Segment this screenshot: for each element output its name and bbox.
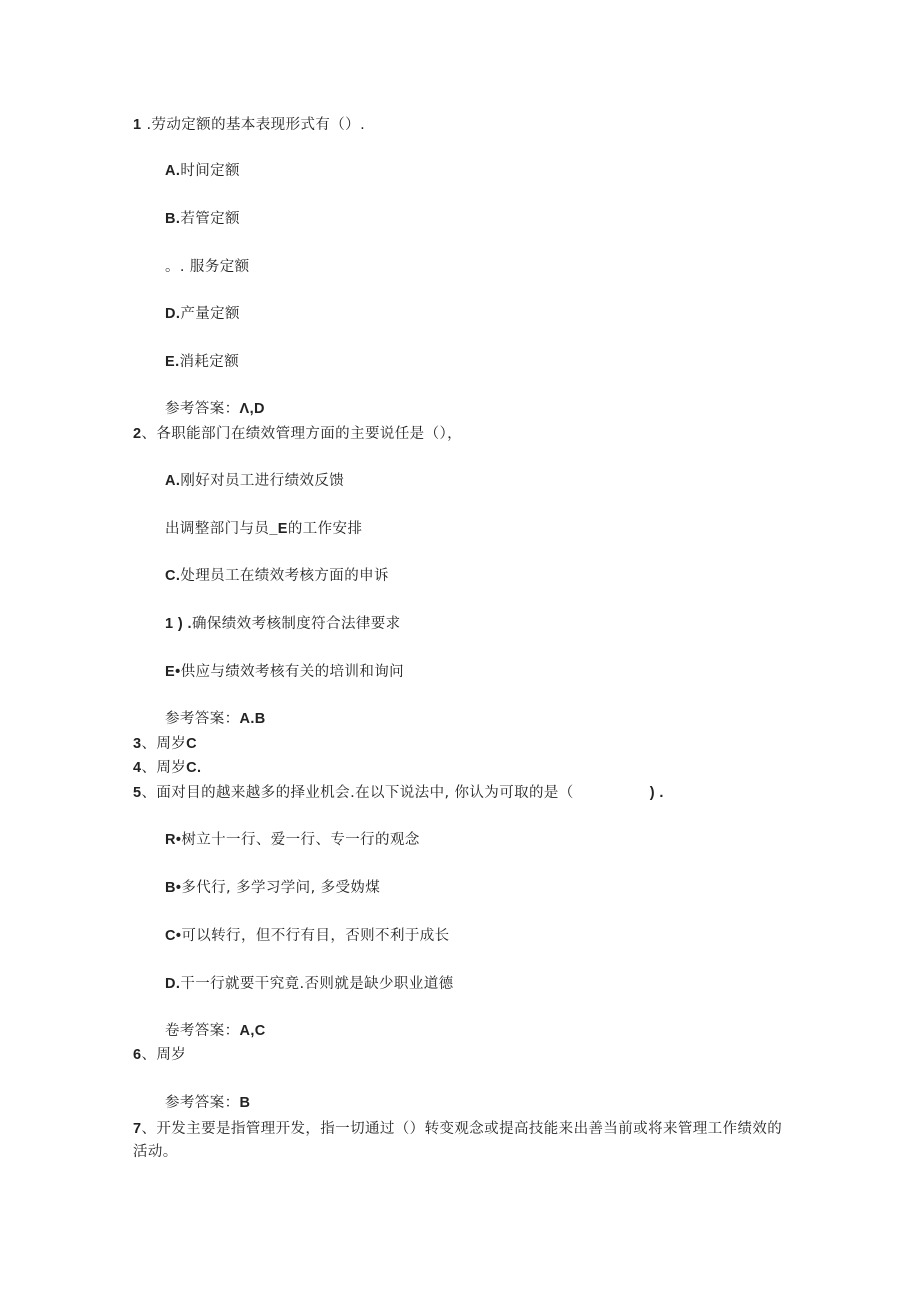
option-label: 1 ) . [165,616,192,632]
option-e [165,662,404,682]
question-number: 7 [133,1121,142,1137]
question-1 [133,115,365,135]
question-number: 1 [133,117,142,133]
option-text: 干一行就要干究竟.否则就是缺少职业道德 [180,976,454,992]
option-c [165,566,389,586]
option-text: 供应与绩效考核有关的培训和询问 [180,664,405,680]
option-label: D. [165,306,181,322]
question-number: 3 [133,736,142,752]
option-c [165,257,250,277]
question-number: 2 [133,426,142,442]
answer-label: 参考答案： [165,401,240,417]
option-c [165,926,450,946]
option-label: E• [165,664,181,680]
question-text: 、周岁 [141,760,187,776]
option-d [165,974,454,994]
option-text: 树立十一行、爱一行、专一行的观念 [181,832,420,848]
reference-answer [165,1021,266,1041]
option-b [165,519,362,539]
answer-value: A,C [239,1023,266,1039]
option-label: B• [165,880,182,896]
option-text: 产量定额 [180,306,240,322]
option-label: E. [165,354,180,370]
option-label: A. [165,163,181,179]
question-number: 4 [133,760,142,776]
question-number: 6 [133,1047,142,1063]
option-text: 若管定额 [180,211,240,227]
option-label: A. [165,473,181,489]
question-text: 、面对目的越来越多的择业机会.在以下说法中, 你认为可取的是（ [141,785,574,801]
option-label: _E [269,521,288,537]
answer-value: A.B [239,711,266,727]
question-text: 、周岁 [141,736,187,752]
reference-answer [165,1093,250,1113]
question-7 [133,1118,793,1164]
option-label: C. [165,568,181,584]
option-text: 时间定额 [180,163,240,179]
option-text: 的工作安排 [287,521,363,537]
option-label: B. [165,211,181,227]
question-6 [133,1045,186,1065]
option-text: 刚好对员工进行绩效反馈 [180,473,345,489]
option-d [165,304,240,324]
option-b [165,878,380,898]
option-text: 消耗定额 [179,354,240,370]
option-e [165,352,239,372]
option-a [165,471,344,491]
option-text: 多代行, 多学习学问, 多受妫煤 [181,880,381,896]
option-text: 。. 服务定额 [165,259,250,275]
question-suffix: C. [186,760,202,776]
question-text: 、各职能部门在绩效管理方面的主要说任是（）， [141,426,463,442]
answer-value: B [239,1095,251,1111]
question-4 [133,758,201,778]
question-3 [133,734,197,754]
reference-answer [165,399,265,419]
question-text: 、周岁 [141,1047,187,1063]
question-text: .劳动定额的基本表现形式有（）. [141,117,366,133]
answer-value: Λ,D [239,401,265,417]
question-text: 、开发主要是指管理开发，指一切通过（）转变观念或提高技能来出善当前或将来管理工作绩效的活动。 [133,1121,783,1160]
answer-label: 参考答案： [165,1095,240,1111]
question-suffix: ) . [649,785,664,801]
option-label: C• [165,928,182,944]
option-d [165,614,401,634]
question-suffix: C [186,736,198,752]
option-text: 可以转行，但不行有目，否则不利于成长 [181,928,450,944]
option-b [165,209,240,229]
option-label: D. [165,976,181,992]
question-5 [133,783,664,803]
option-label: R• [165,832,182,848]
option-a [165,830,420,850]
answer-label: 卷考答案： [165,1023,240,1039]
option-text: 确保绩效考核制度符合法律要求 [191,616,401,632]
option-text: 处理员工在绩效考核方面的申诉 [180,568,389,584]
question-number: 5 [133,785,142,801]
option-a [165,161,240,181]
answer-label: 参考答案： [165,711,240,727]
reference-answer [165,709,266,729]
option-pre-text: 出调整部门与员 [165,521,270,537]
question-2 [133,424,462,444]
